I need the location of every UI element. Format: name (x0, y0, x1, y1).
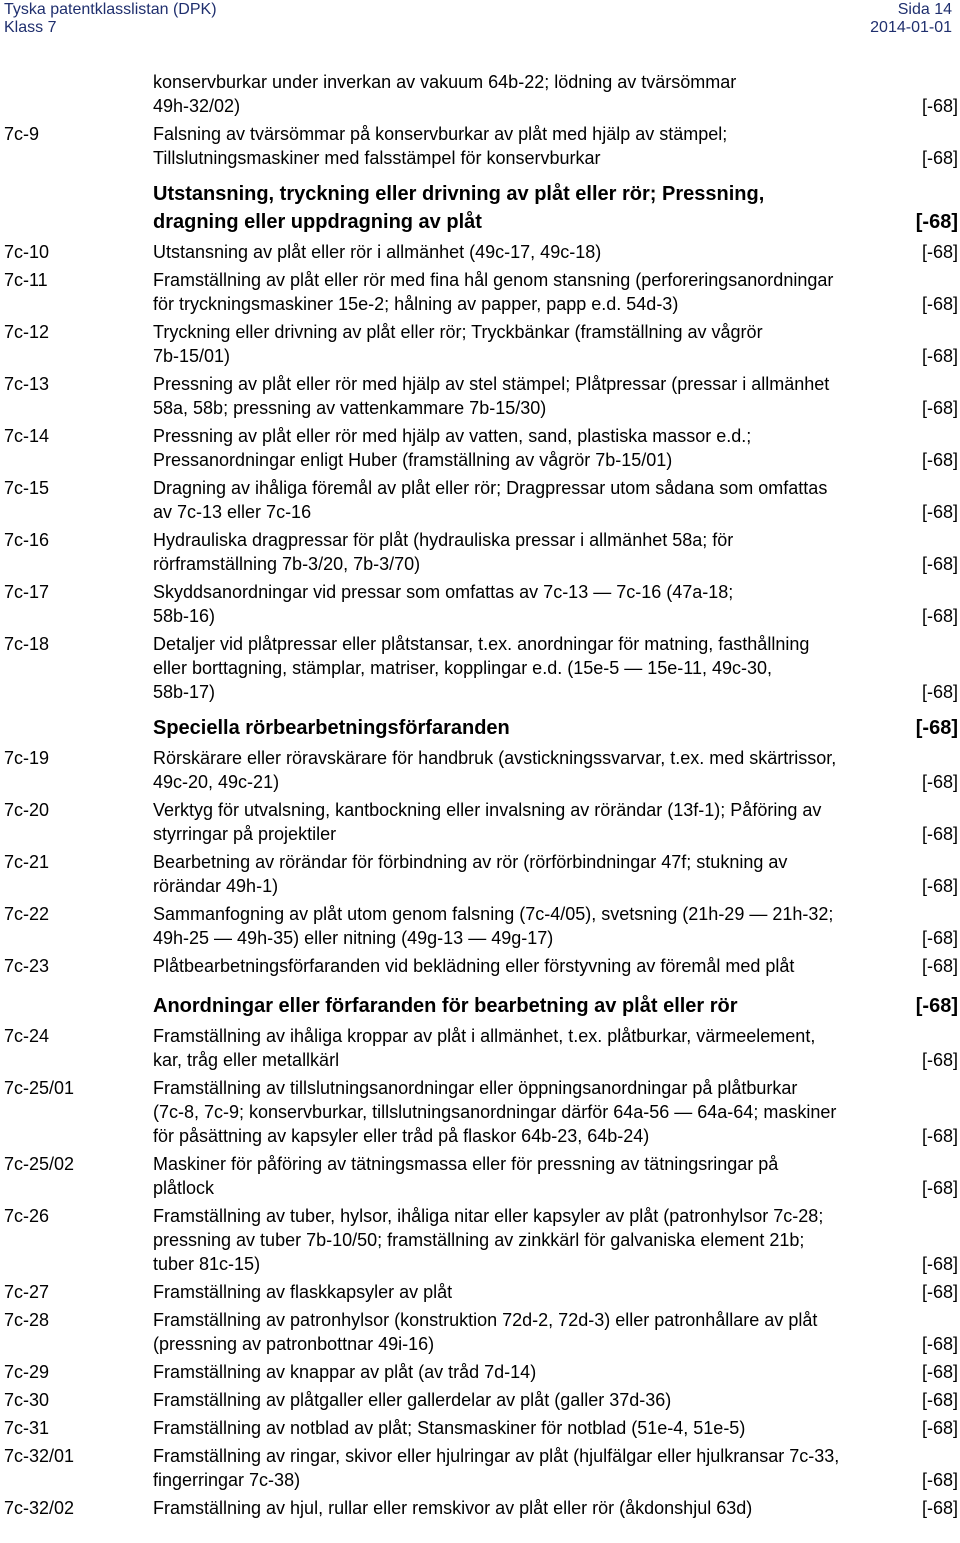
entry-text: Sammanfogning av plåt utom genom falsning (7c-4/05), svetsning (21h-29 — 21h-32; (153, 904, 834, 924)
reference-code: [-68] (921, 242, 958, 262)
entry-line (0, 208, 960, 236)
heading-text: dragning eller uppdragning av plåt (153, 211, 482, 233)
entry (0, 1280, 960, 1304)
class-code: 7c-16 (4, 530, 50, 550)
reference-code: [-68] (921, 96, 958, 116)
heading-text: Anordningar eller förfaranden för bearbetning av plåt eller rör (153, 995, 738, 1017)
section-heading (0, 992, 960, 1020)
entry-text: Framställning av notblad av plåt; Stansmaskiner för notblad (51e-4, 51e-5) (153, 1418, 746, 1438)
entry (0, 1308, 960, 1356)
entry-text: Pressanordningar enligt Huber (framställning av vågrör 7b-15/01) (153, 450, 673, 470)
entry (0, 424, 960, 472)
reference-code: [-68] (915, 995, 958, 1017)
document-title: Tyska patentklasslistan (DPK) (4, 1, 217, 18)
entry-line (0, 448, 960, 472)
heading-text: Utstansning, tryckning eller drivning av plåt eller rör; Pressning, (153, 183, 765, 205)
entry (0, 528, 960, 576)
class-code: 7c-28 (4, 1310, 50, 1330)
entry-text: Framställning av tillslutningsanordningar eller öppningsanordningar på plåtburkar (153, 1078, 798, 1098)
class-code: 7c-10 (4, 242, 50, 262)
entry-line (0, 1176, 960, 1200)
entry-line (0, 1252, 960, 1276)
class-code: 7c-31 (4, 1418, 50, 1438)
reference-code: [-68] (915, 211, 958, 233)
entry-text: Framställning av ihåliga kroppar av plåt i allmänhet, t.ex. plåtburkar, värmeelement, (153, 1026, 816, 1046)
entry-line (0, 1076, 960, 1100)
class-code: 7c-19 (4, 748, 50, 768)
reference-code: [-68] (921, 824, 958, 844)
reference-code: [-68] (921, 148, 958, 168)
entry-text: Rörskärare eller röravskärare för handbruk (avstickningssvarvar, t.ex. med skärtrissor, (153, 748, 837, 768)
entry-line (0, 1308, 960, 1332)
entry-line (0, 180, 960, 208)
entry-line (0, 714, 960, 742)
entry (0, 1024, 960, 1072)
reference-code: [-68] (921, 1254, 958, 1274)
entry (0, 122, 960, 170)
entry-text: Framställning av plåt eller rör med fina hål genom stansning (perforeringsanordningar (153, 270, 834, 290)
class-code: 7c-26 (4, 1206, 50, 1226)
entry-text: Framställning av flaskkapsyler av plåt (153, 1282, 453, 1302)
entry-line (0, 1332, 960, 1356)
entry-line (0, 344, 960, 368)
entry-line (0, 746, 960, 770)
entry-text: (pressning av patronbottnar 49i-16) (153, 1334, 435, 1354)
reference-code: [-68] (921, 606, 958, 626)
entry-line (0, 1280, 960, 1304)
entry-text: Framställning av knappar av plåt (av tråd 7d-14) (153, 1362, 537, 1382)
entry (0, 746, 960, 794)
entry-text: Maskiner för påföring av tätningsmassa eller för pressning av tätningsringar på (153, 1154, 779, 1174)
entry-line (0, 292, 960, 316)
entry-text: 7b-15/01) (153, 346, 231, 366)
entry-line (0, 424, 960, 448)
entry-line (0, 70, 960, 94)
entry-line (0, 94, 960, 118)
entry (0, 632, 960, 704)
reference-code: [-68] (921, 1178, 958, 1198)
entry-line (0, 1388, 960, 1412)
entry-line (0, 372, 960, 396)
entry-text: Pressning av plåt eller rör med hjälp av vatten, sand, plastiska massor e.d.; (153, 426, 752, 446)
document-date: 2014-01-01 (870, 19, 952, 36)
entry-line (0, 926, 960, 950)
entry-line (0, 954, 960, 978)
entry-line (0, 476, 960, 500)
entry (0, 850, 960, 898)
entry (0, 1416, 960, 1440)
entry (0, 1152, 960, 1200)
entry-line (0, 902, 960, 926)
class-code: 7c-15 (4, 478, 50, 498)
entry-text: Tillslutningsmaskiner med falsstämpel för konservburkar (153, 148, 601, 168)
entry-line (0, 1124, 960, 1148)
class-code: 7c-18 (4, 634, 50, 654)
class-code: 7c-22 (4, 904, 50, 924)
entry-text: 58b-17) (153, 682, 216, 702)
reference-code: [-68] (921, 772, 958, 792)
entry (0, 1204, 960, 1276)
entry-text: Dragning av ihåliga föremål av plåt eller rör; Dragpressar utom sådana som omfattas (153, 478, 828, 498)
class-code: 7c-11 (4, 270, 48, 290)
entry-line (0, 1496, 960, 1520)
reference-code: [-68] (921, 554, 958, 574)
reference-code: [-68] (921, 1334, 958, 1354)
entry-text: kar, tråg eller metallkärl (153, 1050, 340, 1070)
entry-text: rörändar 49h-1) (153, 876, 279, 896)
entry (0, 902, 960, 950)
reference-code: [-68] (921, 294, 958, 314)
class-code: 7c-12 (4, 322, 50, 342)
entry-text: Pressning av plåt eller rör med hjälp av stel stämpel; Plåtpressar (pressar i allmänhet (153, 374, 830, 394)
reference-code: [-68] (921, 682, 958, 702)
entry-line (0, 1152, 960, 1176)
class-code: 7c-17 (4, 582, 50, 602)
entry-line (0, 1024, 960, 1048)
entry-text: pressning av tuber 7b-10/50; framställning av zinkkärl för galvaniska element 21b; (153, 1230, 805, 1250)
entry-text: Skyddsanordningar vid pressar som omfattas av 7c-13 — 7c-16 (47a-18; (153, 582, 734, 602)
entry (0, 1496, 960, 1520)
entry (0, 268, 960, 316)
entry-text: eller borttagning, stämplar, matriser, kopplingar e.d. (15e-5 — 15e-11, 49c-30, (153, 658, 772, 678)
entry-text: för tryckningsmaskiner 15e-2; hålning av papper, papp e.d. 54d-3) (153, 294, 679, 314)
entry-text: Framställning av tuber, hylsor, ihåliga nitar eller kapsyler av plåt (patronhylsor 7c-28; (153, 1206, 824, 1226)
reference-code: [-68] (921, 1126, 958, 1146)
class-code: 7c-32/01 (4, 1446, 75, 1466)
entry-text: styrringar på projektiler (153, 824, 337, 844)
entry-line (0, 798, 960, 822)
entry (0, 1388, 960, 1412)
entry-line (0, 822, 960, 846)
entry-line (0, 1416, 960, 1440)
class-code: 7c-14 (4, 426, 50, 446)
entry-text: Framställning av plåtgaller eller gallerdelar av plåt (galler 37d-36) (153, 1390, 672, 1410)
entry-line (0, 992, 960, 1020)
entry-text: Falsning av tvärsömmar på konservburkar av plåt med hjälp av stämpel; (153, 124, 728, 144)
entry (0, 372, 960, 420)
class-code: 7c-9 (4, 124, 40, 144)
entry-text: (7c-8, 7c-9; konservburkar, tillslutningsanordningar därför 64a-56 — 64a-64; maskiner (153, 1102, 837, 1122)
entry-text: Plåtbearbetningsförfaranden vid beklädning eller förstyvning av föremål med plåt (153, 956, 795, 976)
entry-line (0, 396, 960, 420)
entry-line (0, 320, 960, 344)
entry (0, 476, 960, 524)
entry (0, 580, 960, 628)
entry-line (0, 1228, 960, 1252)
entry-line (0, 500, 960, 524)
reference-code: [-68] (921, 1470, 958, 1490)
reference-code: [-68] (921, 1282, 958, 1302)
entry-text: Framställning av ringar, skivor eller hjulringar av plåt (hjulfälgar eller hjulkransar 7c-33, (153, 1446, 840, 1466)
entry-line (0, 1048, 960, 1072)
section-heading (0, 180, 960, 236)
entry-text: 49h-32/02) (153, 96, 241, 116)
reference-code: [-68] (921, 1362, 958, 1382)
entry-text: Bearbetning av rörändar för förbindning av rör (rörförbindningar 47f; stukning av (153, 852, 788, 872)
entry-line (0, 874, 960, 898)
entry-text: Tryckning eller drivning av plåt eller rör; Tryckbänkar (framställning av vågrör (153, 322, 763, 342)
entry-text: 58a, 58b; pressning av vattenkammare 7b-15/30) (153, 398, 547, 418)
entry (0, 798, 960, 846)
entry-text: 58b-16) (153, 606, 216, 626)
entry-text: rörframställning 7b-3/20, 7b-3/70) (153, 554, 421, 574)
entry-line (0, 580, 960, 604)
reference-code: [-68] (921, 1050, 958, 1070)
section-heading (0, 714, 960, 742)
reference-code: [-68] (921, 928, 958, 948)
reference-code: [-68] (921, 876, 958, 896)
class-code: 7c-23 (4, 956, 50, 976)
entry-line (0, 268, 960, 292)
entry-line (0, 604, 960, 628)
class-code: 7c-25/01 (4, 1078, 75, 1098)
entry-text: Framställning av patronhylsor (konstruktion 72d-2, 72d-3) eller patronhållare av plåt (153, 1310, 818, 1330)
entry-line (0, 1100, 960, 1124)
heading-text: Speciella rörbearbetningsförfaranden (153, 717, 510, 739)
entry-text: 49c-20, 49c-21) (153, 772, 280, 792)
class-code: 7c-29 (4, 1362, 50, 1382)
entry-text: fingerringar 7c-38) (153, 1470, 301, 1490)
entry (0, 954, 960, 978)
class-code: 7c-32/02 (4, 1498, 75, 1518)
page-number: Sida 14 (897, 1, 952, 18)
class-code: 7c-24 (4, 1026, 50, 1046)
entry (0, 70, 960, 118)
entry-text: 49h-25 — 49h-35) eller nitning (49g-13 — 49g-17) (153, 928, 554, 948)
entry-line (0, 1468, 960, 1492)
entry (0, 320, 960, 368)
entry-text: för påsättning av kapsyler eller tråd på flaskor 64b-23, 64b-24) (153, 1126, 650, 1146)
reference-code: [-68] (921, 1418, 958, 1438)
entry-line (0, 656, 960, 680)
reference-code: [-68] (921, 502, 958, 522)
class-code: 7c-20 (4, 800, 50, 820)
entry-text: Utstansning av plåt eller rör i allmänhet (49c-17, 49c-18) (153, 242, 602, 262)
reference-code: [-68] (921, 1390, 958, 1410)
entry-line (0, 528, 960, 552)
entry (0, 1076, 960, 1148)
entry-text: Detaljer vid plåtpressar eller plåtstansar, t.ex. anordningar för matning, fasthållning (153, 634, 810, 654)
entry-line (0, 122, 960, 146)
class-code: 7c-27 (4, 1282, 50, 1302)
entry-line (0, 146, 960, 170)
reference-code: [-68] (921, 1498, 958, 1518)
entry-text: Hydrauliska dragpressar för plåt (hydrauliska pressar i allmänhet 58a; för (153, 530, 734, 550)
entry (0, 1360, 960, 1384)
reference-code: [-68] (921, 346, 958, 366)
entry-line (0, 770, 960, 794)
class-code: 7c-21 (4, 852, 50, 872)
entry-text: Verktyg för utvalsning, kantbockning eller invalsning av rörändar (13f-1); Påföring av (153, 800, 822, 820)
class-label: Klass 7 (4, 19, 57, 36)
entry-line (0, 680, 960, 704)
class-code: 7c-25/02 (4, 1154, 75, 1174)
classification-list (0, 64, 960, 1520)
entry-text: plåtlock (153, 1178, 215, 1198)
entry (0, 240, 960, 264)
entry-line (0, 1444, 960, 1468)
entry-line (0, 240, 960, 264)
entry-text: Framställning av hjul, rullar eller remskivor av plåt eller rör (åkdonshjul 63d) (153, 1498, 753, 1518)
class-code: 7c-30 (4, 1390, 50, 1410)
entry-line (0, 1360, 960, 1384)
entry-text: konservburkar under inverkan av vakuum 64b-22; lödning av tvärsömmar (153, 72, 737, 92)
entry-line (0, 552, 960, 576)
reference-code: [-68] (921, 398, 958, 418)
entry-line (0, 1204, 960, 1228)
entry-text: tuber 81c-15) (153, 1254, 261, 1274)
reference-code: [-68] (915, 717, 958, 739)
entry-line (0, 632, 960, 656)
reference-code: [-68] (921, 956, 958, 976)
entry (0, 1444, 960, 1492)
class-code: 7c-13 (4, 374, 50, 394)
entry-text: av 7c-13 eller 7c-16 (153, 502, 312, 522)
entry-line (0, 850, 960, 874)
reference-code: [-68] (921, 450, 958, 470)
